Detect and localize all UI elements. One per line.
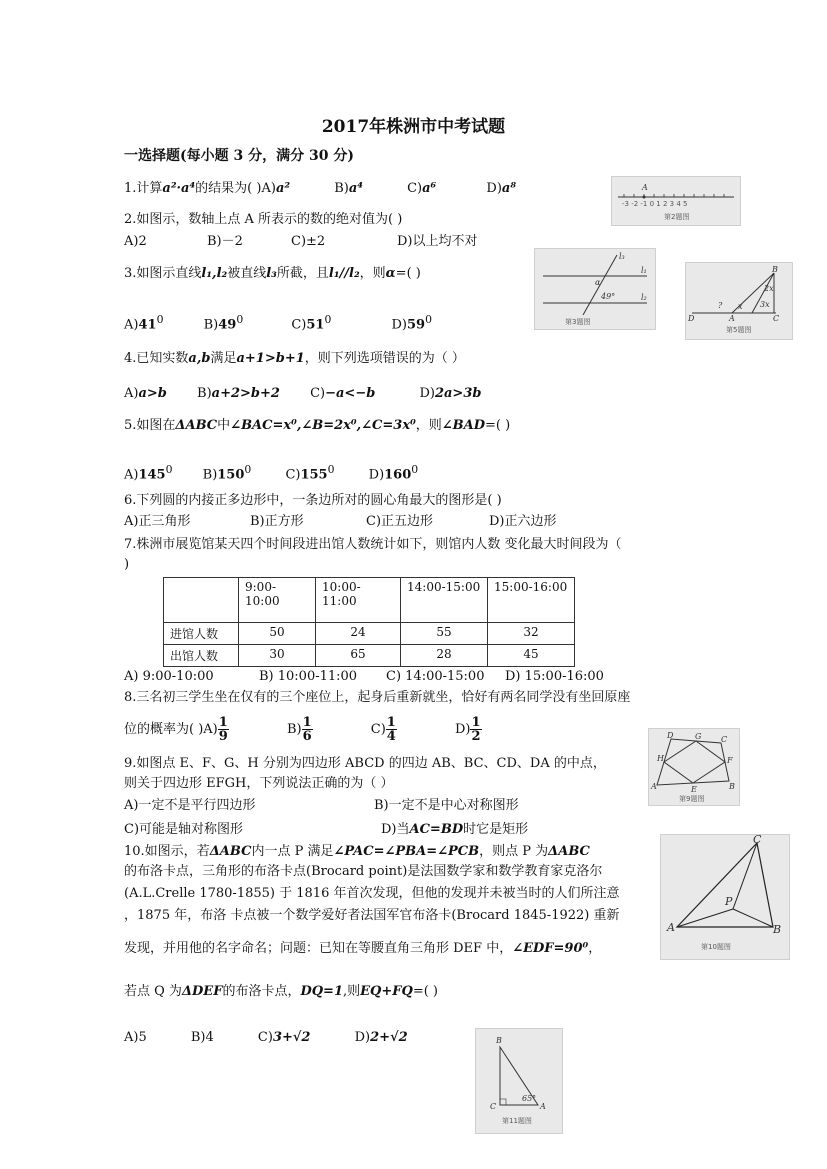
svg-text:A: A bbox=[540, 1102, 546, 1111]
table-cell: 28 bbox=[401, 645, 488, 667]
question-2: 2.如图示，数轴上点 A 所表示的数的绝对值为( ) bbox=[124, 212, 403, 227]
svg-text:C: C bbox=[490, 1102, 497, 1111]
svg-text:G: G bbox=[695, 732, 702, 741]
figure-5 bbox=[685, 262, 793, 340]
q9-option-b: B)一定不是中心对称图形 bbox=[374, 798, 519, 813]
svg-text:D: D bbox=[688, 314, 695, 323]
question-4: 4.已知实数a,b满足a+1>b+1，则下列选项错误的为（ ） bbox=[124, 351, 465, 366]
table-cell: 65 bbox=[316, 645, 401, 667]
row-label: 进馆人数 bbox=[164, 623, 239, 645]
svg-text:H: H bbox=[657, 754, 664, 763]
svg-text:C: C bbox=[773, 314, 780, 323]
question-7: 7.株洲市展览馆某天四个时间段进出馆人数统计如下，则馆内人数 变化最大时间段为（ bbox=[124, 537, 622, 552]
question-10-line4: ，1875 年，布洛 卡点被一个数学爱好者法国军官布洛卡(Brocard 1845-1922) 重新 bbox=[124, 908, 620, 923]
figure-11-caption: 第11题图 bbox=[502, 1117, 532, 1125]
svg-text:B: B bbox=[729, 782, 735, 791]
svg-text:x: x bbox=[738, 302, 743, 311]
question-10-line3: (A.L.Crelle 1780-1855) 于 1816 年首次发现，但他的发现并未被当时的人们所注意 bbox=[124, 886, 620, 901]
svg-text:A: A bbox=[729, 314, 735, 323]
figure-2 bbox=[611, 176, 741, 226]
svg-text:E: E bbox=[691, 785, 697, 794]
q7-option-d: D) 15:00-16:00 bbox=[505, 669, 604, 684]
q3-options: $A)41^0$ $B)49^0$ $C)51^0$ $D)59^0$ bbox=[124, 313, 432, 333]
svg-text:B: B bbox=[773, 923, 782, 936]
svg-text:65°: 65° bbox=[522, 1094, 537, 1103]
q6-option-a: A)正三角形 bbox=[124, 514, 191, 529]
figure-2-caption: 第2题图 bbox=[664, 213, 690, 221]
q9-option-d: D)当AC=BD时它是矩形 bbox=[381, 822, 529, 837]
svg-text:C: C bbox=[721, 735, 728, 744]
table-row bbox=[164, 623, 575, 645]
q2-option-c: C)±2 bbox=[291, 234, 326, 249]
svg-text:F: F bbox=[727, 756, 733, 765]
q6-option-b: B)正方形 bbox=[250, 514, 304, 529]
table-cell: 55 bbox=[401, 623, 488, 645]
q5-options: $A)145^0$ $B)150^0$ $C)155^0$ $D)160^0$ bbox=[124, 463, 419, 483]
question-10-line2: 的布洛卡点，三角形的布洛卡点(Brocard point)是法国数学家和数学教育家克洛尔 bbox=[124, 864, 603, 879]
figure-3-caption: 第3题图 bbox=[565, 318, 591, 326]
q9-option-c: C)可能是轴对称图形 bbox=[124, 822, 244, 837]
table-header: 9:00-10:00 bbox=[239, 578, 316, 623]
question-10-line6: 若点 Q 为ΔDEF的布洛卡点，DQ=1,则EQ+FQ=( ) bbox=[124, 984, 438, 999]
svg-text:A: A bbox=[642, 183, 648, 192]
table-header: 10:00- 11:00 bbox=[316, 578, 401, 623]
question-9-line2: 则关于四边形 EFGH，下列说法正确的为（ ） bbox=[124, 776, 394, 791]
figure-10-caption: 第10题图 bbox=[701, 943, 731, 951]
q2-option-d: D)以上均不对 bbox=[397, 234, 478, 249]
svg-text:l₃: l₃ bbox=[619, 252, 625, 261]
table-cell: 24 bbox=[316, 623, 401, 645]
question-10-line5: 发现，并用他的名字命名；问题：已知在等腰直角三角形 DEF 中，∠EDF=90⁰， bbox=[124, 941, 602, 956]
svg-text:?: ? bbox=[718, 301, 723, 310]
svg-text:-3 -2 -1 0 1 2 3 4 5: -3 -2 -1 0 1 2 3 4 5 bbox=[622, 200, 688, 208]
q7-option-a: A) 9:00-10:00 bbox=[124, 669, 214, 684]
question-1: 1.计算a²·a⁴的结果为( )A)a² B)a⁴ C)a⁶ D)a⁸ bbox=[124, 181, 517, 196]
question-7-close: ) bbox=[124, 557, 130, 572]
question-9: 9.如图点 E、F、G、H 分别为四边形 ABCD 的四边 AB、BC、CD、DA 的中点， bbox=[124, 756, 606, 771]
svg-text:49°: 49° bbox=[601, 292, 616, 301]
question-5: 5.如图在ΔABC中∠BAC=x⁰,∠B=2x⁰,∠C=3x⁰，则∠BAD=( ) bbox=[124, 418, 511, 433]
svg-text:2x: 2x bbox=[764, 284, 774, 293]
svg-text:α: α bbox=[595, 278, 601, 287]
question-10: 10.如图示，若ΔABC内一点 P 满足∠PAC=∠PBA=∠PCB，则点 P 为ΔABC bbox=[124, 844, 590, 859]
table-header: 14:00-15:00 bbox=[401, 578, 488, 623]
q8-options: 位的概率为( )A) $\frac{1}{9}$ B) $\frac{1}{6}$ C) $\frac{1}{4}$ D) $\frac{1}{2}$ bbox=[124, 715, 481, 744]
q4-options: A)a>b B)a+2>b+2 C)−a<−b D)2a>3b bbox=[124, 386, 482, 401]
q7-option-b: B) 10:00-11:00 bbox=[259, 669, 358, 684]
q2-option-a: A)2 bbox=[124, 234, 147, 249]
svg-text:A: A bbox=[667, 921, 675, 934]
table-header: 15:00-16:00 bbox=[488, 578, 575, 623]
row-label: 出馆人数 bbox=[164, 645, 239, 667]
figure-11 bbox=[475, 1028, 563, 1134]
svg-text:D: D bbox=[667, 731, 674, 740]
table-row bbox=[164, 645, 575, 667]
section-heading: 一选择题(每小题 3 分，满分 30 分) bbox=[124, 148, 354, 164]
question-6: 6.下列圆的内接正多边形中，一条边所对的圆心角最大的图形是( ) bbox=[124, 493, 502, 508]
svg-text:A: A bbox=[651, 782, 657, 791]
q6-option-c: C)正五边形 bbox=[366, 514, 434, 529]
q2-option-b: B)－2 bbox=[207, 234, 243, 249]
svg-text:P: P bbox=[725, 895, 733, 908]
svg-text:B: B bbox=[772, 265, 778, 274]
figure-3 bbox=[534, 248, 656, 330]
svg-text:l₂: l₂ bbox=[641, 293, 647, 302]
table-cell: 45 bbox=[488, 645, 575, 667]
table-cell: 30 bbox=[239, 645, 316, 667]
svg-text:l₁: l₁ bbox=[641, 266, 647, 275]
table-cell: 32 bbox=[488, 623, 575, 645]
q9-option-a: A)一定不是平行四边形 bbox=[124, 798, 256, 813]
question-3: 3.如图示直线l₁,l₂被直线l₃所截，且l₁//l₂，则α=( ) bbox=[124, 266, 421, 281]
svg-text:C: C bbox=[753, 835, 762, 846]
svg-text:B: B bbox=[496, 1036, 502, 1045]
q6-option-d: D)正六边形 bbox=[489, 514, 557, 529]
page-title: 2017年株洲市中考试题 bbox=[321, 117, 506, 137]
figure-10 bbox=[660, 834, 790, 960]
figure-9 bbox=[648, 728, 740, 806]
svg-text:3x: 3x bbox=[760, 300, 770, 309]
visitor-table bbox=[163, 577, 575, 667]
q10-options: A)5 B)4 C)3+√2 D)2+√2 bbox=[124, 1030, 408, 1045]
question-8: 8.三名初三学生坐在仅有的三个座位上，起身后重新就坐，恰好有两名同学没有坐回原座 bbox=[124, 690, 631, 705]
table-cell: 50 bbox=[239, 623, 316, 645]
figure-9-caption: 第9题图 bbox=[679, 795, 705, 803]
q7-option-c: C) 14:00-15:00 bbox=[386, 669, 485, 684]
figure-5-caption: 第5题图 bbox=[726, 326, 752, 334]
